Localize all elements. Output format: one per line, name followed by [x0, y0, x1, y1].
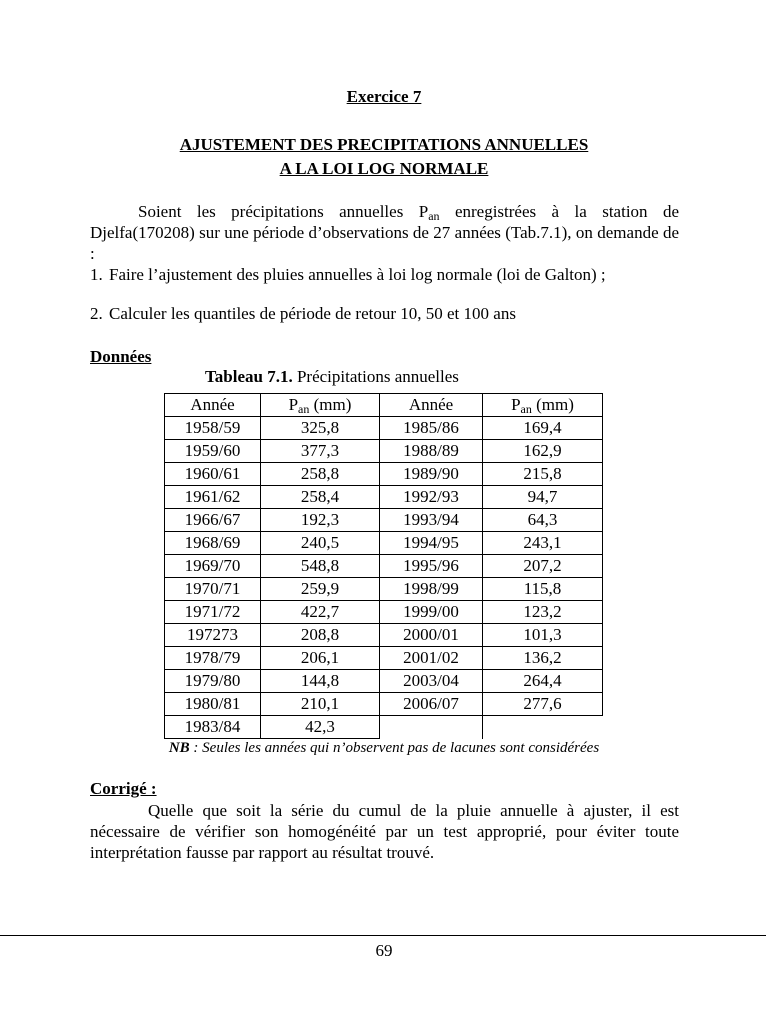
cell-precip-right: 101,3: [483, 624, 603, 647]
cell-year-right: 1985/86: [380, 417, 483, 440]
table-body: [165, 417, 603, 739]
cell-year-right: 2003/04: [380, 670, 483, 693]
cell-precip-left: 548,8: [261, 555, 380, 578]
cell-precip-right: 162,9: [483, 440, 603, 463]
cell-precip-left: 422,7: [261, 601, 380, 624]
question-2-number: 2.: [90, 304, 103, 323]
table-caption-text: Précipitations annuelles: [292, 367, 459, 386]
cell-precip-left: 42,3: [261, 716, 380, 739]
cell-precip-left: 144,8: [261, 670, 380, 693]
corrige-label: Corrigé :: [90, 779, 157, 798]
cell-precip-right: 243,1: [483, 532, 603, 555]
cell-precip-right: 277,6: [483, 693, 603, 716]
cell-year-left: 1978/79: [165, 647, 261, 670]
cell-year-left: 1971/72: [165, 601, 261, 624]
header-year-1: Année: [165, 394, 261, 417]
cell-year-right: 1994/95: [380, 532, 483, 555]
table-row: [165, 693, 603, 716]
table-row: [165, 716, 603, 739]
cell-precip-right: 169,4: [483, 417, 603, 440]
header-precip-2-main: P: [511, 395, 521, 414]
question-2: [90, 304, 679, 324]
cell-precip-right: 64,3: [483, 509, 603, 532]
cell-precip-left: 208,8: [261, 624, 380, 647]
table-row: [165, 486, 603, 509]
intro-paragraph: [90, 201, 679, 264]
cell-precip-right: 115,8: [483, 578, 603, 601]
cell-year-right: [380, 716, 483, 739]
donnees-label: Données: [90, 347, 152, 366]
cell-year-left: 1960/61: [165, 463, 261, 486]
question-1-text: Faire l’ajustement des pluies annuelles à loi log normale (loi de Galton) ;: [109, 265, 606, 284]
cell-year-right: 1993/94: [380, 509, 483, 532]
cell-year-right: 1992/93: [380, 486, 483, 509]
header-precip-1-main: P: [288, 395, 299, 414]
precipitation-table: [164, 393, 603, 739]
cell-precip-right: 123,2: [483, 601, 603, 624]
cell-year-left: 1958/59: [165, 417, 261, 440]
cell-precip-right: [483, 716, 603, 739]
header-precip-1-sub: an: [298, 402, 310, 416]
table-row: [165, 463, 603, 486]
cell-year-left: 1966/67: [165, 509, 261, 532]
cell-year-right: 1995/96: [380, 555, 483, 578]
cell-year-right: 2006/07: [380, 693, 483, 716]
cell-year-left: 1961/62: [165, 486, 261, 509]
table-row: [165, 647, 603, 670]
cell-precip-right: 264,4: [483, 670, 603, 693]
cell-year-right: 2001/02: [380, 647, 483, 670]
corrige-paragraph: Quelle que soit la série du cumul de la pluie annuelle à ajuster, il est nécessaire de vérifier son homogénéité par un test approprié, pour éviter toute interprétation fausse par rapport au résultat trouvé.: [90, 801, 679, 862]
table-header-row: [165, 394, 603, 417]
cell-precip-left: 240,5: [261, 532, 380, 555]
intro-part1: Soient les précipitations annuelles P: [138, 202, 429, 221]
cell-precip-right: 207,2: [483, 555, 603, 578]
cell-year-left: 1959/60: [165, 440, 261, 463]
cell-precip-left: 258,4: [261, 486, 380, 509]
nb-note: [0, 738, 768, 758]
question-1-number: 1.: [90, 265, 103, 284]
question-1: [90, 264, 679, 285]
cell-year-left: 1970/71: [165, 578, 261, 601]
exercise-title: Exercice 7: [346, 87, 422, 106]
header-precip-1: [261, 394, 380, 417]
nb-text: : Seules les années qui n’observent pas de lacunes sont considérées: [189, 740, 600, 756]
table-row: [165, 555, 603, 578]
page-number: 69: [375, 941, 393, 960]
cell-year-left: 1979/80: [165, 670, 261, 693]
intro-part2: enregistrées à la station de Djelfa(170208) sur une période d’observations de 27 années (Tab.7.1), on demande de :: [90, 202, 680, 263]
footer-divider: [0, 935, 766, 936]
cell-precip-left: 259,9: [261, 578, 380, 601]
table-row: [165, 601, 603, 624]
question-2-text: Calculer les quantiles de période de retour 10, 50 et 100 ans: [109, 304, 516, 323]
cell-precip-left: 377,3: [261, 440, 380, 463]
cell-year-right: 1998/99: [380, 578, 483, 601]
heading-line-2: [0, 159, 768, 179]
heading-line-1-text: AJUSTEMENT DES PRECIPITATIONS ANNUELLES: [179, 135, 589, 154]
cell-precip-left: 206,1: [261, 647, 380, 670]
cell-precip-right: 215,8: [483, 463, 603, 486]
header-precip-2-unit: (mm): [531, 395, 574, 414]
table-row: [165, 670, 603, 693]
header-year-2: Année: [380, 394, 483, 417]
cell-precip-left: 210,1: [261, 693, 380, 716]
intro-subscript: an: [428, 209, 440, 223]
cell-precip-right: 94,7: [483, 486, 603, 509]
nb-label: NB: [168, 740, 190, 756]
header-precip-2: [483, 394, 603, 417]
cell-precip-left: 258,8: [261, 463, 380, 486]
table-row: [165, 532, 603, 555]
cell-year-left: 1969/70: [165, 555, 261, 578]
heading-line-2-text: A LA LOI LOG NORMALE: [279, 159, 489, 178]
cell-year-left: 197273: [165, 624, 261, 647]
cell-year-right: 1988/89: [380, 440, 483, 463]
cell-year-left: 1968/69: [165, 532, 261, 555]
table-row: [165, 440, 603, 463]
table-row: [165, 578, 603, 601]
cell-year-right: 2000/01: [380, 624, 483, 647]
cell-year-right: 1989/90: [380, 463, 483, 486]
heading-line-1: [0, 135, 768, 155]
cell-precip-right: 136,2: [483, 647, 603, 670]
table-row: [165, 417, 603, 440]
cell-year-right: 1999/00: [380, 601, 483, 624]
table-caption-label: Tableau 7.1.: [205, 367, 293, 386]
cell-precip-left: 325,8: [261, 417, 380, 440]
header-precip-1-unit: (mm): [309, 395, 352, 414]
table-row: [165, 509, 603, 532]
cell-year-left: 1980/81: [165, 693, 261, 716]
table-row: [165, 624, 603, 647]
table-caption: [205, 367, 459, 387]
cell-precip-left: 192,3: [261, 509, 380, 532]
cell-year-left: 1983/84: [165, 716, 261, 739]
header-precip-2-sub: an: [520, 402, 532, 416]
